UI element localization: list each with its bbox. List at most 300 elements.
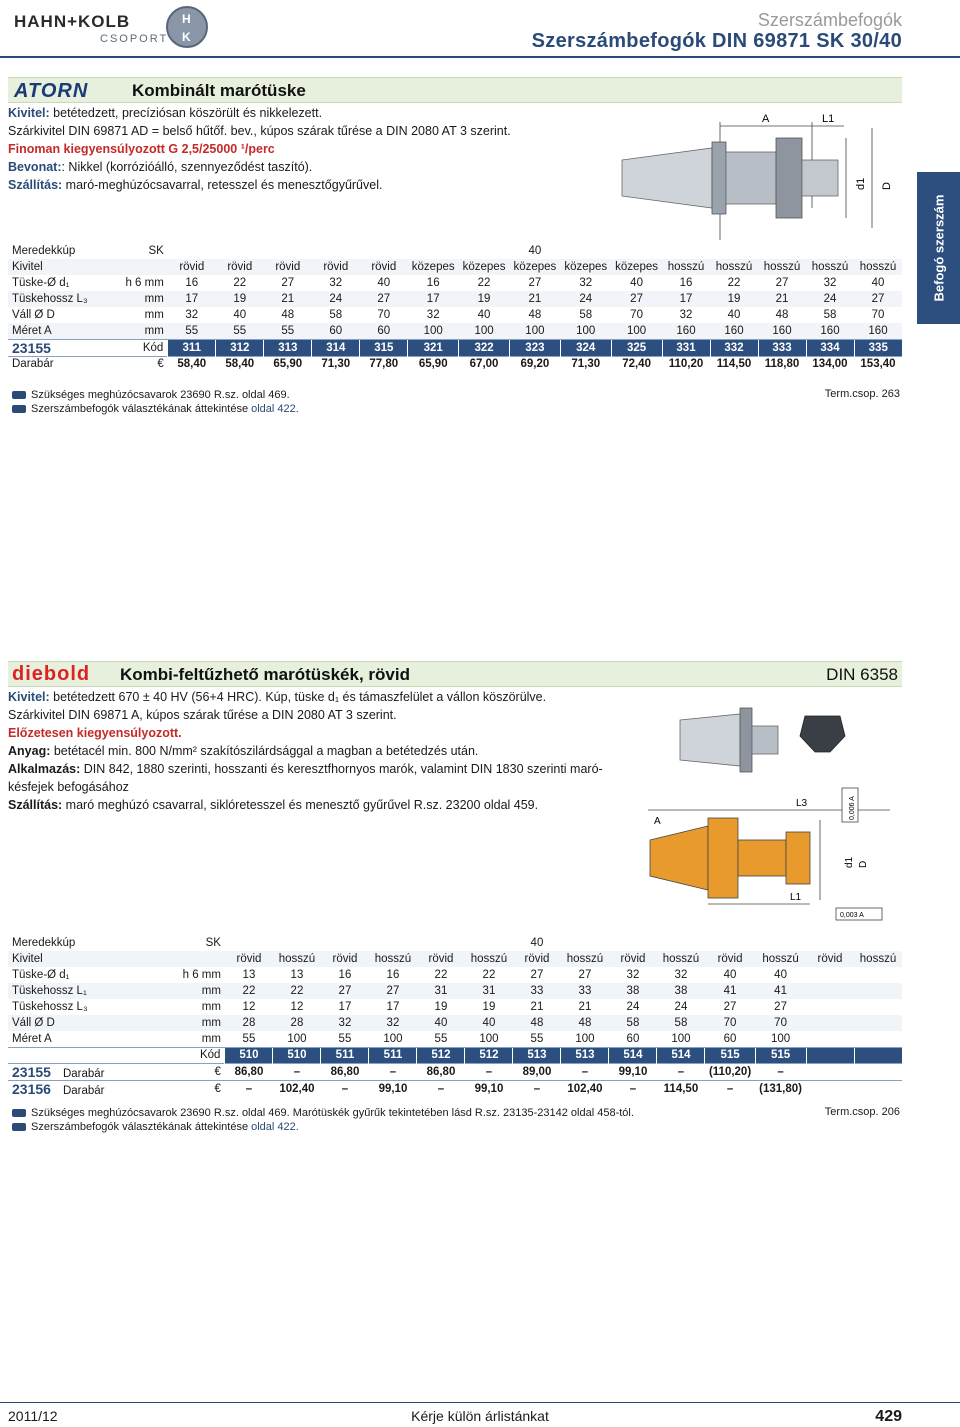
table-cell: 160 xyxy=(854,323,902,339)
row-unit: mm xyxy=(111,291,168,307)
desc-line: Alkalmazás: DIN 842, 1880 szerinti, hosszanti és keresztfhornyos marók, valamint DIN 1830 szerinti maró- xyxy=(8,762,603,776)
price-label-cell xyxy=(8,1063,156,1080)
table-cell: hosszú xyxy=(657,951,705,967)
table-cell: 24 xyxy=(312,291,360,307)
price-row xyxy=(8,356,902,372)
table-cell: 27 xyxy=(775,277,789,289)
table-cell: hosszú xyxy=(755,951,806,967)
price-cell: – xyxy=(321,1080,369,1097)
price-cell: 99,10 xyxy=(369,1080,417,1097)
table-cell: 55 xyxy=(264,323,312,339)
section2-title: Kombi-feltűzhető marótüskék, rövid xyxy=(120,665,410,684)
table-cell: 16 xyxy=(338,969,352,981)
desc-line: Kivitel: betétedzett, precíziósan köszörült és nikkelezett. xyxy=(8,106,323,120)
row-label: Méret A xyxy=(8,323,111,339)
table-cell: rövid xyxy=(806,951,854,967)
price-cell xyxy=(854,1063,902,1080)
dim-a-label: A xyxy=(762,113,770,125)
table-cell: 27 xyxy=(281,277,295,289)
table-cell xyxy=(459,243,510,259)
table-cell: 60 xyxy=(312,323,360,339)
table-cell: 12 xyxy=(290,1001,304,1013)
table-cell: 31 xyxy=(417,983,465,999)
table-cell xyxy=(806,243,854,259)
page-title: Szerszámbefogók DIN 69871 SK 30/40 xyxy=(531,30,902,52)
table-cell: 19 xyxy=(434,1001,448,1013)
desc-line: Előzetesen kiegyensúlyozott. xyxy=(8,726,182,740)
price-cell: 153,40 xyxy=(854,356,902,372)
table-cell: 100 xyxy=(287,1032,307,1045)
code-cell: 334 xyxy=(806,339,854,356)
table-cell: hosszú xyxy=(758,259,806,275)
table-cell: 60 xyxy=(360,323,408,339)
price-cell: – xyxy=(705,1080,755,1097)
table-cell xyxy=(225,935,273,951)
code-cell: 515 xyxy=(705,1047,755,1063)
price-cell: 72,40 xyxy=(611,356,662,372)
table-cell: 22 xyxy=(273,983,321,999)
order-number: 23155 xyxy=(12,1063,51,1080)
price-row xyxy=(8,1080,902,1097)
table-cell: 48 xyxy=(513,1015,561,1031)
price-cell: – xyxy=(513,1080,561,1097)
price-cell xyxy=(806,1080,854,1097)
table-cell: 16 xyxy=(185,277,199,289)
table-cell xyxy=(264,243,312,259)
row-label: Tüske-Ø d₁ xyxy=(12,969,70,981)
dim-l3-label: L3 xyxy=(796,798,808,809)
price-cell: – xyxy=(657,1063,705,1080)
table-cell: 100 xyxy=(459,323,510,339)
table-cell: 13 xyxy=(290,969,304,981)
table-cell: 100 xyxy=(479,1032,499,1045)
table-cell xyxy=(561,935,609,951)
dim-l1-label: L1 xyxy=(790,892,802,903)
table-cell: 100 xyxy=(383,1032,403,1045)
side-tab-label: Befogó szerszám xyxy=(931,194,946,302)
table-cell: 41 xyxy=(705,983,755,999)
table-cell: rövid xyxy=(360,259,408,275)
table-cell: 38 xyxy=(657,983,705,999)
table-cell xyxy=(611,243,662,259)
table-cell: közepes xyxy=(611,259,662,275)
table-cell: 32 xyxy=(679,309,693,321)
table-cell: 33 xyxy=(561,983,609,999)
table-cell: 21 xyxy=(264,291,312,307)
table-cell: 22 xyxy=(233,277,247,289)
dim-a-label: A xyxy=(654,816,661,827)
code-cell: 513 xyxy=(513,1047,561,1063)
table-cell: rövid xyxy=(417,951,465,967)
logo-badge-icon: H K xyxy=(166,6,208,48)
table-cell: 70 xyxy=(630,309,643,321)
table-cell xyxy=(312,243,360,259)
table-cell: hosszú xyxy=(806,259,854,275)
desc-line: Szárkivitel DIN 69871 AD = belső hűtőf. bev., kúpos szárak tűrése a DIN 2080 AT 3 szerint. xyxy=(8,124,511,138)
code-cell: 511 xyxy=(369,1047,417,1063)
table-cell: 40 xyxy=(465,1015,513,1031)
logo-subtitle: CSOPORT xyxy=(100,33,169,45)
price-cell: – xyxy=(273,1063,321,1080)
table-cell xyxy=(369,935,417,951)
dim-d-label: D xyxy=(858,860,869,868)
table-cell: 40 xyxy=(871,277,885,289)
row-label: Tüskehossz L₃ xyxy=(12,1001,88,1013)
table-cell: közepes xyxy=(408,259,459,275)
table-cell: 100 xyxy=(560,323,611,339)
code-label: Kód xyxy=(156,1047,224,1063)
table-cell: 33 xyxy=(513,983,561,999)
table-cell: 100 xyxy=(671,1032,691,1045)
row-unit: mm xyxy=(201,1001,221,1013)
table-cell: 27 xyxy=(369,983,417,999)
table-cell: rövid xyxy=(609,951,657,967)
table-cell: 16 xyxy=(679,277,693,289)
table-cell: közepes xyxy=(509,259,560,275)
table-cell: hosszú xyxy=(854,951,902,967)
table-cell: 27 xyxy=(321,983,369,999)
price-cell: 71,30 xyxy=(560,356,611,372)
table-cell xyxy=(360,243,408,259)
code-cell: 510 xyxy=(225,1047,273,1063)
table-cell: 27 xyxy=(854,291,902,307)
table-cell xyxy=(854,1031,902,1047)
table-cell: 21 xyxy=(509,291,560,307)
row-label: Kivitel xyxy=(8,259,111,275)
price-cell: – xyxy=(561,1063,609,1080)
price-label-cell xyxy=(8,1080,156,1097)
price-cell: 110,20 xyxy=(662,356,710,372)
page-link[interactable]: oldal 422. xyxy=(251,403,299,415)
code-cell: 315 xyxy=(360,339,408,356)
price-cell: (131,80) xyxy=(755,1080,806,1097)
row-label: Meredekkúp xyxy=(12,937,76,949)
table-cell: 100 xyxy=(611,323,662,339)
price-label: Darabár xyxy=(8,356,111,372)
table-cell: 40 xyxy=(630,277,643,289)
section2-standard: DIN 6358 xyxy=(826,665,898,684)
table-cell: 32 xyxy=(823,277,837,289)
code-cell xyxy=(854,1047,902,1063)
table-row xyxy=(8,323,902,339)
table-cell: rövid xyxy=(264,259,312,275)
table-row xyxy=(8,1031,902,1047)
table-row xyxy=(8,999,902,1015)
table-cell: hosszú xyxy=(465,951,513,967)
row-label: Kivitel xyxy=(8,951,156,967)
table-cell: hosszú xyxy=(561,951,609,967)
code-cell xyxy=(806,1047,854,1063)
table-cell: közepes xyxy=(560,259,611,275)
table-cell: 58 xyxy=(657,1015,705,1031)
row-label: Meredekkúp xyxy=(12,245,76,257)
table-cell: 40 xyxy=(477,309,491,321)
table-cell: rövid xyxy=(513,951,561,967)
header-divider xyxy=(0,56,960,58)
table-cell: 40 xyxy=(528,245,542,257)
table-cell xyxy=(273,935,321,951)
note-line: Szerszámbefogók választékának áttekintése oldal 422. xyxy=(12,1120,634,1134)
desc-line: Anyag: betétacél min. 800 N/mm² szakítószilárdsággal a magban a betétedzés után. xyxy=(8,744,479,758)
price-cell: – xyxy=(755,1063,806,1080)
combi-arbor-drawing xyxy=(612,108,902,248)
table-cell: rövid xyxy=(225,951,273,967)
price-cell: 89,00 xyxy=(513,1063,561,1080)
table-row xyxy=(8,951,902,967)
table-cell: 27 xyxy=(723,1001,737,1013)
price-cell: 69,20 xyxy=(509,356,560,372)
table-cell xyxy=(854,967,902,983)
section2-description xyxy=(8,688,603,814)
table-cell: rövid xyxy=(216,259,264,275)
table-cell xyxy=(854,935,902,951)
table-cell xyxy=(657,935,705,951)
table-cell: 70 xyxy=(377,309,391,321)
code-cell: 514 xyxy=(609,1047,657,1063)
table-cell: 55 xyxy=(216,323,264,339)
price-cell: 65,90 xyxy=(264,356,312,372)
section1-header xyxy=(8,77,902,103)
table-cell: 21 xyxy=(758,291,806,307)
table-cell: 55 xyxy=(242,1032,256,1045)
side-tab[interactable] xyxy=(917,172,960,324)
row-label: Váll Ø D xyxy=(8,1015,156,1031)
page-number: 429 xyxy=(875,1408,902,1425)
price-cell: 65,90 xyxy=(408,356,459,372)
price-cell: 86,80 xyxy=(417,1063,465,1080)
table-cell xyxy=(806,1015,854,1031)
table-cell: közepes xyxy=(459,259,510,275)
arrow-icon xyxy=(12,391,26,399)
price-cell: 114,50 xyxy=(657,1080,705,1097)
price-cell: – xyxy=(609,1080,657,1097)
section2-term-group: Term.csop. 206 xyxy=(824,1106,900,1118)
table-cell: 13 xyxy=(242,969,256,981)
price-cell: (110,20) xyxy=(705,1063,755,1080)
code-row xyxy=(8,339,902,356)
table-cell: 55 xyxy=(530,1032,544,1045)
table-cell: 40 xyxy=(774,969,787,981)
table-cell xyxy=(710,243,758,259)
desc-line: késfejek befogásához xyxy=(8,780,129,794)
table-cell: 17 xyxy=(168,291,216,307)
table-cell: hosszú xyxy=(273,951,321,967)
table-cell xyxy=(560,243,611,259)
header-category: Szerszámbefogók xyxy=(757,10,902,30)
table-row xyxy=(8,935,902,951)
desc-line: Szállítás: maró meghúzó csavarral, siklóretesszel és menesztő gyűrűvel R.sz. 23200 oldal 459. xyxy=(8,798,539,812)
row-unit: mm xyxy=(111,323,168,339)
table-cell: 40 xyxy=(530,937,544,949)
table-cell: 60 xyxy=(723,1032,737,1045)
note-line: Szükséges meghúzócsavarok 23690 R.sz. oldal 469. Marótüskék gyűrűk tekintetében lásd R.sz. 23135-23142 oldal 458-tól. xyxy=(12,1106,634,1120)
table-cell: 100 xyxy=(509,323,560,339)
price-cell: – xyxy=(417,1080,465,1097)
code-cell: 332 xyxy=(710,339,758,356)
note-line: Szükséges meghúzócsavarok 23690 R.sz. oldal 469. xyxy=(12,388,299,402)
table-cell: 24 xyxy=(674,1001,688,1013)
table-cell: 55 xyxy=(168,323,216,339)
row-unit: h 6 mm xyxy=(182,969,221,981)
price-cell: 58,40 xyxy=(216,356,264,372)
table-cell: hosszú xyxy=(662,259,710,275)
row-unit: mm xyxy=(201,1032,221,1045)
code-cell: 311 xyxy=(168,339,216,356)
diebold-brand-logo: diebold xyxy=(12,663,91,685)
price-cell: 102,40 xyxy=(273,1080,321,1097)
table-cell: 32 xyxy=(321,1015,369,1031)
table-cell: 32 xyxy=(626,969,640,981)
footer-divider xyxy=(0,1402,960,1403)
table-cell: 16 xyxy=(386,969,400,981)
price-cell: 67,00 xyxy=(459,356,510,372)
table-cell: 31 xyxy=(465,983,513,999)
table-cell xyxy=(758,243,806,259)
section1-notes xyxy=(12,388,299,416)
code-row xyxy=(8,1047,902,1063)
table-row xyxy=(8,983,902,999)
table-cell: 160 xyxy=(758,323,806,339)
table-cell xyxy=(465,935,513,951)
order-number xyxy=(8,1047,156,1063)
table-cell xyxy=(609,935,657,951)
dim-d1-label: d1 xyxy=(844,856,855,868)
table-cell: 32 xyxy=(426,309,440,321)
code-cell: 331 xyxy=(662,339,710,356)
table-cell: 40 xyxy=(417,1015,465,1031)
table-cell: 24 xyxy=(626,1001,640,1013)
table-cell: 38 xyxy=(609,983,657,999)
desc-line: Finoman kiegyensúlyozott G 2,5/25000 ¹/perc xyxy=(8,142,275,156)
dim-l1-label: L1 xyxy=(822,113,835,125)
table-cell: 48 xyxy=(775,309,789,321)
logo-name: HAHN+KOLB xyxy=(14,12,131,31)
table-cell: 40 xyxy=(723,969,737,981)
section2-header xyxy=(8,661,902,687)
table-cell xyxy=(854,999,902,1015)
table-cell: 19 xyxy=(710,291,758,307)
table-cell: 27 xyxy=(774,1001,787,1013)
arrow-icon xyxy=(12,1109,26,1117)
table-cell: hosszú xyxy=(710,259,758,275)
table-cell: 32 xyxy=(185,309,199,321)
section1-spec-table xyxy=(8,243,902,372)
price-cell: 86,80 xyxy=(321,1063,369,1080)
price-cell: 99,10 xyxy=(465,1080,513,1097)
table-cell xyxy=(806,935,854,951)
currency-label: € xyxy=(156,1063,224,1080)
table-cell xyxy=(806,983,854,999)
table-cell: 40 xyxy=(233,309,247,321)
note-line: Szerszámbefogók választékának áttekintése oldal 422. xyxy=(12,402,299,416)
table-cell: 58 xyxy=(329,309,343,321)
price-cell: 134,00 xyxy=(806,356,854,372)
page-link[interactable]: oldal 422. xyxy=(251,1121,299,1133)
table-cell xyxy=(321,935,369,951)
code-cell: 512 xyxy=(465,1047,513,1063)
table-row xyxy=(8,1015,902,1031)
currency-label: € xyxy=(156,1080,224,1097)
footer-year: 2011/12 xyxy=(8,1408,58,1424)
table-cell: 21 xyxy=(578,1001,592,1013)
price-cell: 58,40 xyxy=(168,356,216,372)
desc-line: Bevonat:: Nikkel (korrózióálló, szennyeződést taszító). xyxy=(8,160,313,174)
table-row xyxy=(8,291,902,307)
table-cell: 70 xyxy=(755,1015,806,1031)
table-cell: 58 xyxy=(609,1015,657,1031)
table-cell xyxy=(705,935,755,951)
code-cell: 515 xyxy=(755,1047,806,1063)
table-cell xyxy=(168,243,216,259)
table-cell: 22 xyxy=(225,983,273,999)
code-cell: 324 xyxy=(560,339,611,356)
desc-line: Szárkivitel DIN 69871 A, kúpos szárak tűrése a DIN 2080 AT 3 szerint. xyxy=(8,708,397,722)
price-cell: 114,50 xyxy=(710,356,758,372)
table-cell: 16 xyxy=(426,277,440,289)
table-cell xyxy=(408,243,459,259)
price-cell: – xyxy=(225,1080,273,1097)
code-cell: 513 xyxy=(561,1047,609,1063)
table-row xyxy=(8,967,902,983)
section1-term-group: Term.csop. 263 xyxy=(824,388,900,400)
table-cell xyxy=(662,243,710,259)
table-row xyxy=(8,259,902,275)
table-cell: 27 xyxy=(578,969,592,981)
table-cell: 28 xyxy=(225,1015,273,1031)
row-label: Tüskehossz L₃ xyxy=(8,291,111,307)
table-cell: 41 xyxy=(755,983,806,999)
table-cell: 24 xyxy=(560,291,611,307)
row-label: Váll Ø D xyxy=(12,309,55,321)
price-cell: 102,40 xyxy=(561,1080,609,1097)
tolerance-label: 0,006 A xyxy=(849,796,856,820)
table-cell: 27 xyxy=(530,969,544,981)
arrow-icon xyxy=(12,405,26,413)
table-cell: 22 xyxy=(482,969,496,981)
table-cell: 48 xyxy=(561,1015,609,1031)
table-cell: 27 xyxy=(360,291,408,307)
code-cell: 312 xyxy=(216,339,264,356)
table-cell: 19 xyxy=(459,291,510,307)
table-cell: 22 xyxy=(727,277,741,289)
table-cell xyxy=(216,243,264,259)
price-cell: – xyxy=(465,1063,513,1080)
tolerance-label: 0,003 A xyxy=(840,912,864,919)
row-unit xyxy=(156,951,224,967)
table-cell: 48 xyxy=(281,309,295,321)
code-cell: 321 xyxy=(408,339,459,356)
section1-description xyxy=(8,104,511,194)
row-unit: h 6 mm xyxy=(125,277,164,289)
section2-spec-table xyxy=(8,935,902,1097)
order-number: 23156 xyxy=(12,1080,51,1097)
price-cell: 118,80 xyxy=(758,356,806,372)
table-cell: rövid xyxy=(321,951,369,967)
price-cell: 77,80 xyxy=(360,356,408,372)
table-row xyxy=(8,275,902,291)
table-cell: 21 xyxy=(530,1001,544,1013)
table-cell: 22 xyxy=(477,277,491,289)
price-cell: 86,80 xyxy=(225,1063,273,1080)
table-cell xyxy=(806,967,854,983)
table-cell: 100 xyxy=(575,1032,595,1045)
dim-d1-label: d1 xyxy=(855,177,867,190)
table-cell: 48 xyxy=(528,309,542,321)
order-number: 23155 xyxy=(8,339,111,356)
row-unit xyxy=(111,259,168,275)
code-cell: 510 xyxy=(273,1047,321,1063)
table-cell: hosszú xyxy=(854,259,902,275)
